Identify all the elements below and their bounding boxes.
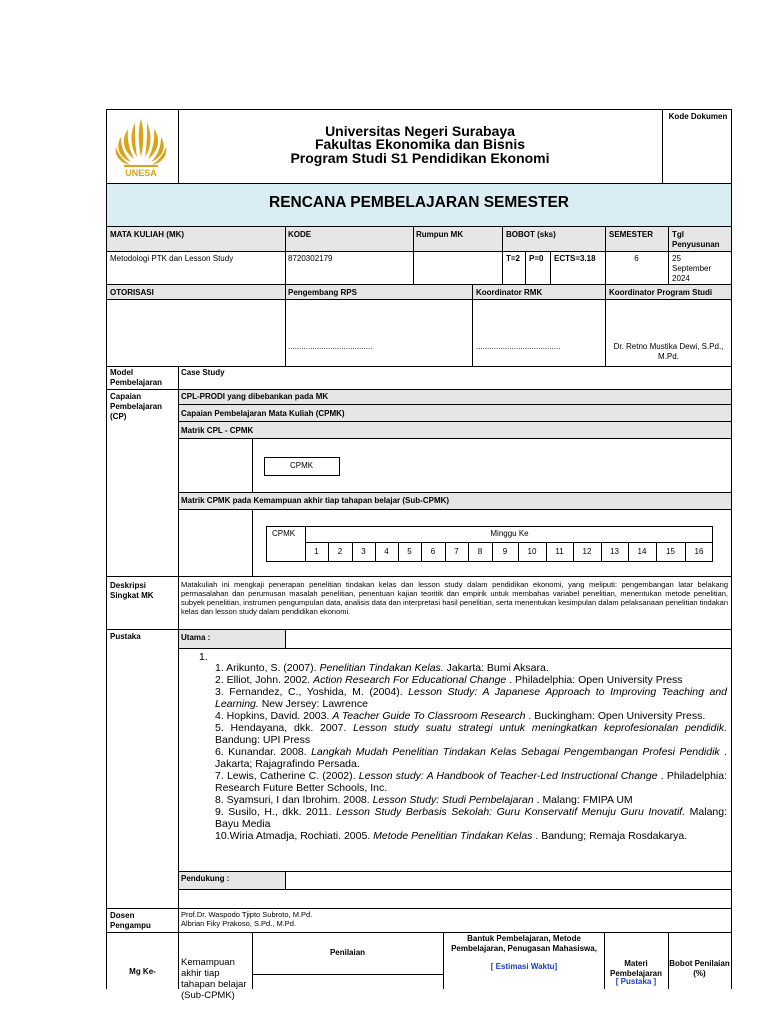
- materi-header: Materi Pembelajaran: [609, 959, 663, 978]
- matrik-subcpmk-heading: Matrik CPMK pada Kemampuan akhir tiap tahapan belajar (Sub-CPMK): [181, 496, 450, 505]
- koordinator-rmk-signature-line: ......................................: [476, 342, 561, 351]
- mk-value: Metodologi PTK dan Lesson Study: [110, 254, 234, 263]
- pustaka-item: 9. Susilo, H., dkk. 2011. Lesson Study Berbasis Sekolah: Guru Konservatif Menuju Guru Inovatif. Malang: Bayu Media: [215, 806, 728, 830]
- page-title: RENCANA PEMBELAJARAN SEMESTER: [269, 194, 569, 211]
- matrik-cpl-heading: Matrik CPL - CPMK: [181, 426, 254, 435]
- week-table-cpmk: CPMK: [272, 529, 296, 538]
- university-name: Universitas Negeri Surabaya: [325, 123, 515, 139]
- semester-value: 6: [634, 254, 639, 263]
- dosen-name-1: Prof.Dr. Waspodo Tjipto Subroto, M.Pd.: [181, 910, 313, 919]
- penilaian-header: Penilaian: [329, 948, 366, 957]
- rumpun-header: Rumpun MK: [416, 230, 464, 239]
- tgl-header: Tgl Penyusunan: [672, 230, 720, 249]
- cpmk-heading: Capaian Pembelajaran Mata Kuliah (CPMK): [181, 409, 345, 418]
- unesa-logo: [108, 113, 174, 183]
- week-5: 5: [407, 547, 412, 556]
- bobot-p: P=0: [529, 254, 544, 263]
- week-14: 14: [637, 547, 647, 556]
- week-10: 10: [527, 547, 537, 556]
- pustaka-label: Pustaka: [110, 632, 141, 641]
- pengembang-label: Pengembang RPS: [288, 288, 357, 297]
- tgl-value: 25 September 2024: [672, 254, 712, 283]
- logo-text: UNESA: [125, 168, 157, 178]
- mk-header: MATA KULIAH (MK): [110, 230, 185, 239]
- mg-ke-header: Mg Ke-: [129, 967, 156, 976]
- otorisasi-label: OTORISASI: [110, 288, 154, 297]
- bobot-penilaian-header: Bobot Penilaian (%): [669, 959, 730, 978]
- bantuk-header: Bantuk Pembelajaran, Metode Pembelajaran, Penugasan Mahasiswa,: [451, 934, 597, 953]
- bobot-header: BOBOT (sks): [506, 230, 556, 239]
- week-9: 9: [502, 547, 508, 556]
- semester-header: SEMESTER: [609, 230, 654, 239]
- deskripsi-text: Matakuliah ini mengkaji penerapan penelitian tindakan kelas dan lesson study dalam pendidikan ekonomi, yang meliputi: pengembangan latar belakang permasalahan dan perumusan masalah penelitian, penentuan kajian teoritik dan empirik untuk membahas variabel penelitian, menentukan metode penelitian, subyek penelitian, instrumen pengumpulan data, analisis data dan interpretasi hasil penelitian, serta menentukan kesimpulan dalam pelaksanaan penelitian tindakan kelas dan lesson study dalam pendidikan ekonomi.: [181, 580, 728, 616]
- pustaka-item: 7. Lewis, Catherine C. (2002). Lesson study: A Handbook of Teacher-Led Instructional Change . Philadelphia: Research Future Better Schools, Inc.: [215, 770, 727, 794]
- cpl-prodi-heading: CPL-PRODI yang dibebankan pada MK: [181, 392, 329, 401]
- deskripsi-label: Deskripsi Singkat MK: [110, 581, 154, 600]
- pustaka-item: 1. Arikunto, S. (2007). Penelitian Tindakan Kelas. Jakarta: Bumi Aksara.: [215, 662, 549, 674]
- faculty-name: Fakultas Ekonomika dan Bisnis: [314, 136, 526, 152]
- pustaka-item: 10.Wiria Atmadja, Rochiati. 2005. Metode Penelitian Tindakan Kelas . Bandung; Remaja Rosdakarya.: [215, 830, 688, 842]
- week-11: 11: [555, 547, 564, 556]
- week-table-title: Minggu Ke: [490, 529, 529, 538]
- estimasi-link[interactable]: [ Estimasi Waktu]: [490, 962, 558, 971]
- week-16: 16: [694, 547, 704, 556]
- dosen-label: Dosen Pengampu: [110, 911, 151, 930]
- bobot-ects: ECTS=3.18: [554, 254, 596, 263]
- week-1: 1: [314, 547, 319, 556]
- cp-label: Capaian Pembelajaran (CP): [110, 392, 163, 421]
- bobot-t: T=2: [506, 254, 521, 263]
- kemampuan-header: Kemampuan akhir tiap tahapan belajar (Sub-CPMK): [181, 957, 247, 1001]
- program-name: Program Studi S1 Pendidikan Ekonomi: [290, 150, 550, 166]
- pengembang-signature-line: ......................................: [288, 342, 373, 351]
- koordinator-prodi-name: Dr. Retno Mustika Dewi, S.Pd., M.Pd.: [613, 342, 724, 361]
- kode-value: 8720302179: [288, 254, 333, 263]
- week-6: 6: [430, 547, 436, 556]
- cpmk-box-label: CPMK: [290, 461, 314, 470]
- week-7: 7: [454, 547, 459, 556]
- week-3: 3: [361, 547, 366, 556]
- pustaka-list: [215, 662, 727, 842]
- pustaka-utama-label: Utama :: [181, 633, 211, 642]
- week-13: 13: [610, 547, 619, 556]
- pustaka-pendukung-label: Pendukung :: [181, 874, 230, 883]
- pustaka-item: 3. Fernandez, C., Yoshida, M. (2004). Lesson Study: A Japanese Approach to Improving Teaching and Learning. New Jersey: Lawrence: [215, 686, 727, 710]
- model-value: Case Study: [181, 368, 225, 377]
- pustaka-item: 2. Elliot, John. 2002. Action Research For Educational Change . Philadelphia: Open University Press: [215, 674, 683, 686]
- pustaka-item: 5. Hendayana, dkk. 2007. Lesson study suatu strategi untuk meningkatkan keprofesionalan pendidik. Bandung: UPI Press: [215, 722, 727, 746]
- doc-code-label: Kode Dokumen: [668, 112, 728, 121]
- pustaka-item: 8. Syamsuri, I dan Ibrohim. 2008. Lesson Study: Studi Pembelajaran . Malang: FMIPA UM: [215, 794, 633, 806]
- kode-header: KODE: [288, 230, 312, 239]
- week-4: 4: [384, 547, 389, 556]
- pustaka-link[interactable]: [ Pustaka ]: [615, 977, 657, 986]
- dosen-name-2: Albrian Fiky Prakoso, S.Pd., M.Pd.: [181, 919, 297, 928]
- week-15: 15: [666, 547, 675, 556]
- pustaka-item: 6. Kunandar. 2008. Langkah Mudah Penelitian Tindakan Kelas Sebagai Pengembangan Profesi Pendidik . Jakarta; Rajagrafindo Persada.: [215, 746, 727, 770]
- week-8: 8: [477, 547, 483, 556]
- model-label: Model Pembelajaran: [110, 368, 163, 387]
- week-12: 12: [582, 547, 592, 556]
- koordinator-rmk-label: Koordinator RMK: [476, 288, 543, 297]
- koordinator-prodi-label: Koordinator Program Studi: [609, 288, 713, 297]
- pustaka-item: 4. Hopkins, David. 2003. A Teacher Guide To Classroom Research . Buckingham: Open University Press.: [215, 710, 706, 722]
- week-2: 2: [337, 547, 343, 556]
- pustaka-list-marker: 1.: [199, 651, 208, 663]
